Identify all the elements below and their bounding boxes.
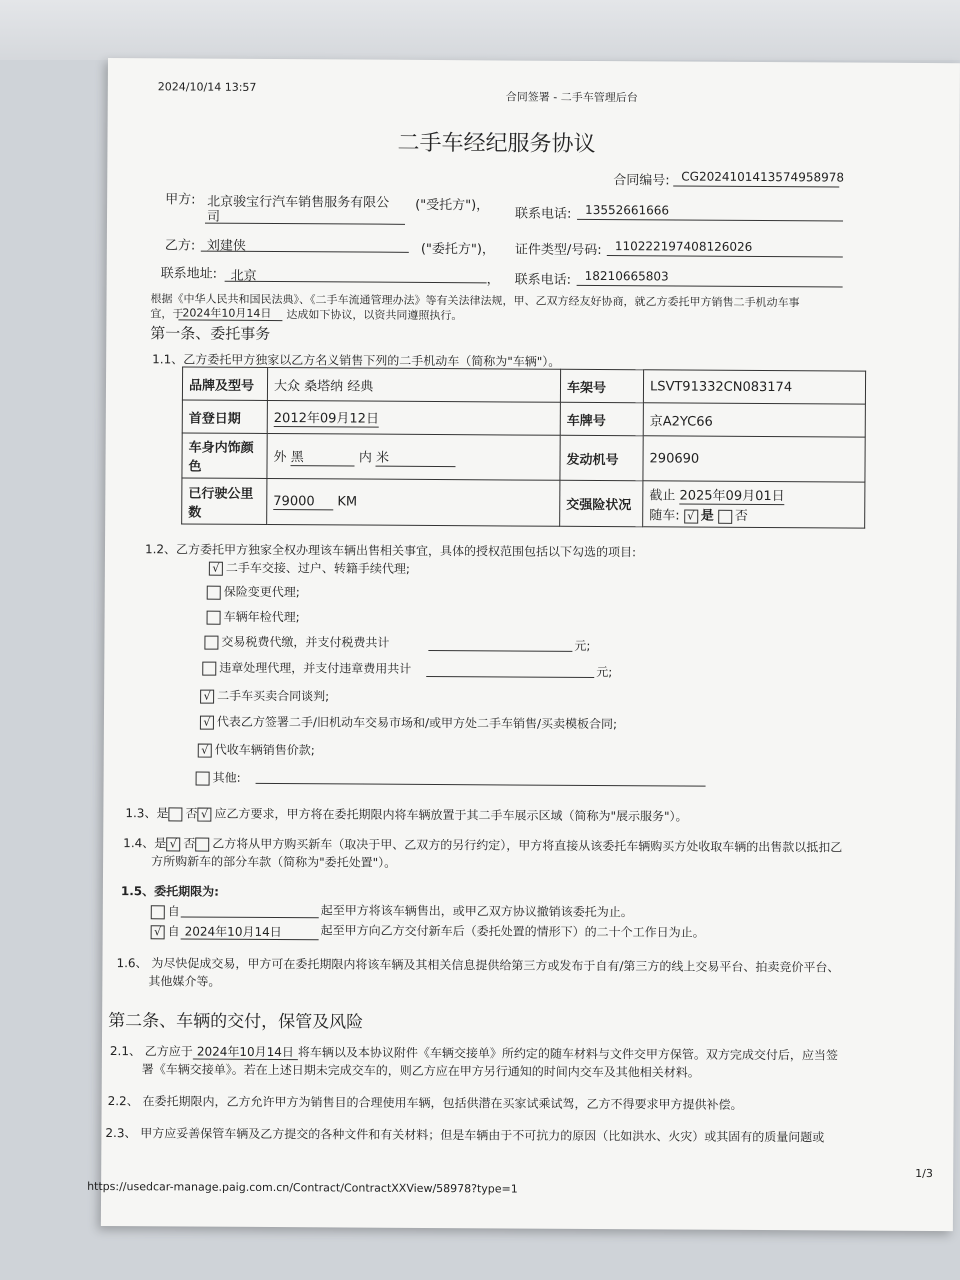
contract-no-label: 合同编号: <box>613 173 670 189</box>
clause-2-3: 2.3、 甲方应妥善保管车辆及乙方提交的各种文件和有关材料；但是车辆由于不可抗力的原因（比如洪水、火灾）或其固有的质量问题或 <box>105 1126 825 1145</box>
reg-date-value: 2012年09月12日 <box>274 407 379 428</box>
option-text: 代表乙方签署二手/旧机动车交易市场和/或甲方处二手车销售/买卖模板合同; <box>216 714 618 732</box>
plate-label: 车牌号 <box>560 402 643 436</box>
engine-label: 发动机号 <box>560 435 643 481</box>
mileage-value: 79000 <box>273 494 333 510</box>
insurance-date: 2025年09月01日 <box>679 484 784 505</box>
clause-1-3 <box>125 804 687 824</box>
clause-1-3-yes-checkbox[interactable] <box>168 807 182 821</box>
site-title: 合同签署 - 二手车管理后台 <box>505 90 638 105</box>
party-a-label: 甲方: <box>165 192 196 208</box>
clause-1-4-num: 1.4、 <box>123 836 155 851</box>
option-checkbox[interactable] <box>204 635 218 649</box>
address-label: 联系地址: <box>160 266 218 282</box>
preamble-date: 2024年10月14日 <box>182 306 272 321</box>
interior-prefix: 内 <box>358 450 372 466</box>
clause-1-4-line1: 乙方将从甲方购买新车（取决于甲、乙双方的另行约定），甲方将直接从该委托车辆购买方处收取车辆的出售款以抵扣乙 <box>212 836 843 855</box>
plate-value: 京A2YC66 <box>643 403 865 437</box>
clause-1-3-no-checkbox[interactable]: √ <box>197 807 211 821</box>
with-car-label: 随车: <box>649 508 680 524</box>
clause-1-5-title: 1.5、委托期限为: <box>120 884 220 899</box>
option-checkbox[interactable] <box>207 585 221 599</box>
option-checkbox[interactable]: √ <box>198 743 212 757</box>
party-b-id-label: 证件类型/号码: <box>514 242 602 259</box>
clause-2-2: 2.2、 在委托期限内，乙方允许甲方为销售目的合理使用车辆，包括供潜在买家试乘试驾，乙方不得要求甲方提供补偿。 <box>107 1094 743 1112</box>
address-comma: ， <box>486 272 500 288</box>
clause-2-1-suffix: 将车辆以及本协议附件《车辆交接单》所约定的随车材料与文件交甲方保管。双方完成交付后，应当签 <box>297 1045 838 1063</box>
term-row-2 <box>151 922 180 939</box>
option-checkbox[interactable]: √ <box>200 689 214 703</box>
page-number: 1/3 <box>915 1166 933 1181</box>
mileage-cell <box>267 478 560 526</box>
address: 北京 <box>230 268 257 284</box>
option-fee-unit: 元; <box>596 664 613 680</box>
mileage-unit: KM <box>337 493 358 510</box>
with-car-yes-checkbox[interactable]: √ <box>684 509 698 523</box>
insurance-cell <box>643 481 865 528</box>
vehicle-info-table <box>181 366 866 528</box>
clause-2-1-prefix: 2.1、 乙方应于 <box>109 1044 193 1059</box>
option-row <box>204 633 389 651</box>
clause-1-4-no: 否 <box>183 836 196 851</box>
party-b-name: 刘建侠 <box>206 238 246 254</box>
party-b-label: 乙方: <box>164 238 196 254</box>
mileage-label: 已行驶公里数 <box>182 478 267 525</box>
option-checkbox[interactable] <box>196 771 210 785</box>
option-text: 二手车交接、过户、转籍手续代理; <box>225 560 410 576</box>
clause-1-1: 1.1、乙方委托甲方独家以乙方名义销售下列的二手机动车（简称为"车辆"）。 <box>152 352 561 369</box>
term-1-text: 起至甲方将该车辆售出，或甲乙双方协议撤销该委托为止。 <box>320 903 633 920</box>
option-row <box>198 741 315 759</box>
clause-1-4-line2: 方所购新车的部分车款（简称为"委托处置"）。 <box>151 854 397 870</box>
preamble-suffix: 达成如下协议，以资共同遵照执行。 <box>286 308 463 323</box>
vin-label: 车架号 <box>560 369 643 403</box>
clause-1-4-no-checkbox[interactable] <box>195 837 209 851</box>
option-text: 其他: <box>212 770 241 785</box>
term-2-checkbox[interactable]: √ <box>151 925 165 939</box>
contract-page <box>87 58 960 1231</box>
clause-1-3-text: 应乙方要求，甲方将在委托期限内将车辆放置于其二手车展示区域（简称为"展示服务"）。 <box>214 806 688 824</box>
clause-1-3-yes: 是 <box>156 806 169 821</box>
clause-1-4-yes: 是 <box>154 836 167 851</box>
article2-title: 第二条、车辆的交付，保管及风险 <box>108 1011 364 1033</box>
option-checkbox[interactable] <box>202 661 216 675</box>
clause-1-6-line2: 其他媒介等。 <box>148 974 221 989</box>
article1-title: 第一条、委托事务 <box>150 324 271 343</box>
brand-label: 品牌及型号 <box>182 367 267 401</box>
option-row <box>207 583 300 601</box>
exterior-color: 黑 <box>291 446 355 466</box>
term-1-prefix: 自 <box>167 904 180 919</box>
interior-color: 米 <box>376 447 456 467</box>
term-2-date: 2024年10月14日 <box>184 924 282 940</box>
contract-no: CG2024101413574958978 <box>681 169 845 185</box>
party-a-phone: 13552661666 <box>585 202 670 218</box>
preamble-prefix: 宜，于 <box>150 307 184 321</box>
reg-date-label: 首登日期 <box>182 400 267 434</box>
option-text: 保险变更代理; <box>223 584 300 600</box>
exterior-prefix: 外 <box>273 450 287 466</box>
background-top <box>0 0 960 60</box>
option-row <box>207 608 300 626</box>
party-a-role: ("受托方")， <box>415 197 490 214</box>
term-1-checkbox[interactable] <box>151 905 165 919</box>
with-car-no-checkbox[interactable] <box>718 509 732 523</box>
option-checkbox[interactable] <box>207 610 221 624</box>
preamble-line1: 根据《中华人民共和国民法典》、《二手车流通管理办法》等有关法律法规，甲、乙双方经友好协商，就乙方委托甲方销售二手机动车事 <box>150 292 800 310</box>
with-car-yes-label: 是 <box>700 508 714 524</box>
term-2-text: 起至甲方向乙方交付新车后（委托处置的情形下）的二十个工作日为止。 <box>320 923 705 940</box>
party-b-role: ("委托方")， <box>420 241 495 258</box>
option-checkbox[interactable]: √ <box>200 715 214 729</box>
option-text: 违章处理代理，并支付违章费用共计 <box>219 660 412 676</box>
option-row <box>209 559 410 577</box>
option-checkbox[interactable]: √ <box>209 561 223 575</box>
color-label: 车身内饰颜色 <box>182 433 267 479</box>
vin-value: LSVT91332CN083174 <box>643 370 865 404</box>
page-title: 二手车经纪服务协议 <box>397 130 596 157</box>
option-row <box>200 713 617 733</box>
party-b-phone: 18210665803 <box>584 268 669 284</box>
option-text: 车辆年检代理; <box>223 609 300 625</box>
brand-value: 大众 桑塔纳 经典 <box>267 367 560 402</box>
reg-date-cell <box>267 400 560 435</box>
party-b-phone-label: 联系电话: <box>514 272 572 288</box>
option-tax-unit: 元; <box>574 638 591 653</box>
clause-2-1-date: 2024年10月14日 <box>193 1045 298 1061</box>
color-cell <box>267 433 560 480</box>
footer-url: https://usedcar-manage.paig.com.cn/Contract/ContractXXView/58978?type=1 <box>87 1179 518 1196</box>
clause-1-4-yes-checkbox[interactable]: √ <box>166 837 180 851</box>
clause-1-2: 1.2、乙方委托甲方独家全权办理该车辆出售相关事宜，具体的授权范围包括以下勾选的项目: <box>144 542 637 560</box>
clause-1-6-line1: 1.6、 为尽快促成交易，甲方可在委托期限内将该车辆及其相关信息提供给第三方或发布于自有/第三方的线上交易平台、拍卖竞价平台、 <box>116 956 840 975</box>
engine-value: 290690 <box>643 436 865 482</box>
option-row <box>202 659 411 677</box>
party-a-phone-label: 联系电话: <box>515 206 572 222</box>
clause-1-3-no: 否 <box>185 806 198 821</box>
party-a-name-line2: 司 <box>206 209 221 225</box>
option-row <box>196 769 241 786</box>
option-text: 交易税费代缴，并支付税费共计 <box>221 634 390 650</box>
insurance-label: 交强险状况 <box>560 480 643 527</box>
party-a-name-line1: 北京骏宝行汽车销售服务有限公 <box>207 194 390 211</box>
term-2-prefix: 自 <box>167 924 180 939</box>
party-b-id: 110222197408126026 <box>614 239 753 254</box>
print-time: 2024/10/14 13:57 <box>157 80 257 94</box>
option-text: 代收车辆销售价款; <box>214 742 315 758</box>
term-row-1 <box>151 902 180 919</box>
option-row <box>200 687 329 705</box>
with-car-no-label: 否 <box>734 508 748 524</box>
insurance-prefix: 截止 <box>649 488 676 504</box>
clause-1-3-num: 1.3、 <box>125 806 157 821</box>
option-text: 二手车买卖合同谈判; <box>217 688 330 704</box>
clause-2-1-line2: 署《车辆交接单》。若在上述日期未完成交车的，则乙方应在甲方另行通知的时间内交车及其他相关材料。 <box>141 1062 700 1080</box>
